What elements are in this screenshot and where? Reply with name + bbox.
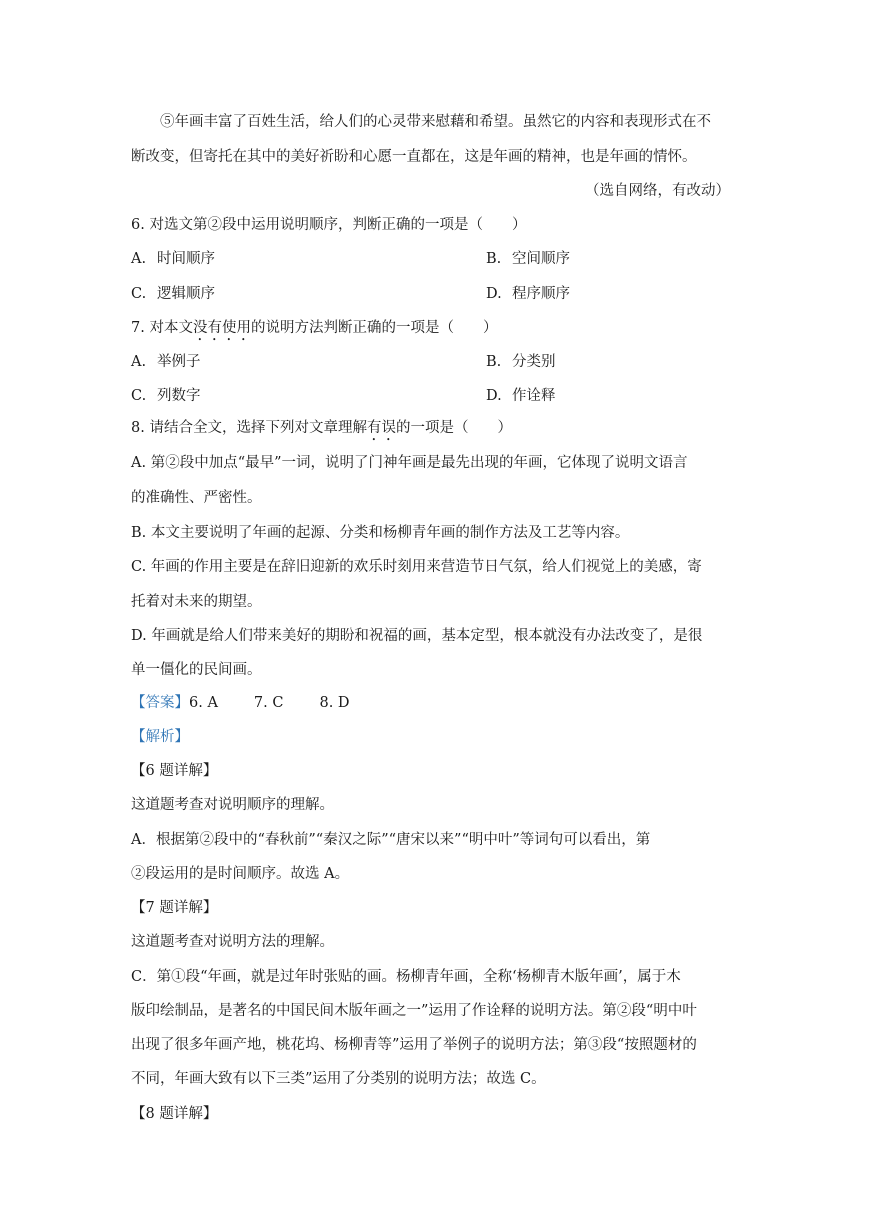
option-text: 程序顺序	[512, 286, 570, 302]
option-text: 作诠释	[512, 388, 556, 404]
option-letter: C.	[131, 286, 147, 302]
question-8-option-a-line-1: A. 第②段中加点“最早”一词，说明了门神年画是最先出现的年画，它体现了说明文语言	[131, 455, 688, 471]
question-8-detail-heading: 【8 题详解】	[131, 1106, 218, 1122]
question-7-detail-intro: 这道题考查对说明方法的理解。	[131, 934, 334, 950]
option-letter: B.	[486, 251, 502, 267]
question-7-detail-line-4: 不同，年画大致有以下三类”运用了分类别的说明方法；故选 C。	[131, 1071, 546, 1087]
question-7-detail-heading: 【7 题详解】	[131, 900, 218, 916]
question-7-detail-line-2: 版印绘制品，是著名的中国民间木版年画之一”运用了作诠释的说明方法。第②段“明中叶	[131, 1003, 697, 1019]
question-7-option-d	[486, 386, 556, 406]
option-letter: D.	[486, 388, 502, 404]
question-6-option-a	[131, 249, 215, 269]
answer-8: 8. D	[319, 695, 350, 711]
option-text: 逻辑顺序	[157, 286, 215, 302]
question-8-stem	[131, 418, 512, 438]
option-letter: D.	[486, 286, 502, 302]
stem-text: 7. 对本文	[131, 320, 193, 336]
question-8-option-d-line-2: 单一僵化的民间画。	[131, 662, 262, 678]
passage-paragraph-5-line-1: ⑤年画丰富了百姓生活，给人们的心灵带来慰藉和希望。虽然它的内容和表现形式在不	[160, 114, 711, 130]
option-letter: A.	[131, 251, 147, 267]
passage-paragraph-5-line-2: 断改变，但寄托在其中的美好祈盼和心愿一直都在，这是年画的精神，也是年画的情怀。	[131, 149, 697, 165]
emphasized-text: 没有使用	[192, 320, 251, 336]
option-letter: A.	[131, 354, 147, 370]
question-6-detail-line-2: ②段运用的是时间顺序。故选 A。	[131, 866, 350, 882]
question-7-option-a	[131, 352, 201, 372]
option-letter: B.	[486, 354, 502, 370]
question-8-option-d-line-1: D. 年画就是给人们带来美好的期盼和祝福的画，基本定型，根本就没有办法改变了，是很	[131, 628, 703, 644]
answer-7: 7. C	[253, 695, 284, 711]
question-6-option-d	[486, 284, 570, 304]
option-text: 列数字	[157, 388, 201, 404]
option-text: 举例子	[157, 354, 201, 370]
question-8-option-c-line-2: 托着对未来的期望。	[131, 594, 262, 610]
question-8-option-a-line-2: 的准确性、严密性。	[131, 490, 262, 506]
question-6-detail-line-1: A．根据第②段中的“春秋前”“秦汉之际”“唐宋以来”“明中叶”等词句可以看出，第	[131, 832, 651, 848]
question-8-option-b: B. 本文主要说明了年画的起源、分类和杨柳青年画的制作方法及工艺等内容。	[131, 525, 630, 541]
question-6-detail-intro: 这道题考查对说明顺序的理解。	[131, 797, 334, 813]
answer-line	[131, 693, 350, 713]
stem-text: 的一项是（ ）	[395, 420, 512, 436]
option-text: 空间顺序	[512, 251, 570, 267]
question-8-option-c-line-1: C. 年画的作用主要是在辞旧迎新的欢乐时刻用来营造节日气氛，给人们视觉上的美感，寄	[131, 559, 702, 575]
stem-text: 的说明方法判断正确的一项是（ ）	[250, 320, 498, 336]
question-6-stem: 6. 对选文第②段中运用说明顺序，判断正确的一项是（ ）	[131, 217, 527, 233]
option-letter: C.	[131, 388, 147, 404]
option-text: 时间顺序	[157, 251, 215, 267]
answer-6: 6. A	[189, 695, 218, 711]
stem-text: 8. 请结合全文，选择下列对文章理解	[131, 420, 367, 436]
question-7-option-c	[131, 386, 201, 406]
analysis-label: 【解析】	[131, 729, 189, 745]
answer-label: 【答案】	[131, 695, 189, 711]
option-text: 分类别	[512, 354, 556, 370]
passage-source: （选自网络，有改动）	[585, 183, 730, 199]
question-7-detail-line-3: 出现了很多年画产地，桃花坞、杨柳青等”运用了举例子的说明方法；第③段“按照题材的	[131, 1037, 697, 1053]
question-7-stem	[131, 318, 497, 338]
question-6-option-b	[486, 249, 570, 269]
emphasized-text: 有误	[366, 420, 396, 436]
question-7-detail-line-1: C．第①段“年画，就是过年时张贴的画。杨柳青年画，全称‘杨柳青木版年画’，属于木	[131, 969, 681, 985]
question-7-option-b	[486, 352, 556, 372]
question-6-option-c	[131, 284, 215, 304]
question-6-detail-heading: 【6 题详解】	[131, 763, 218, 779]
